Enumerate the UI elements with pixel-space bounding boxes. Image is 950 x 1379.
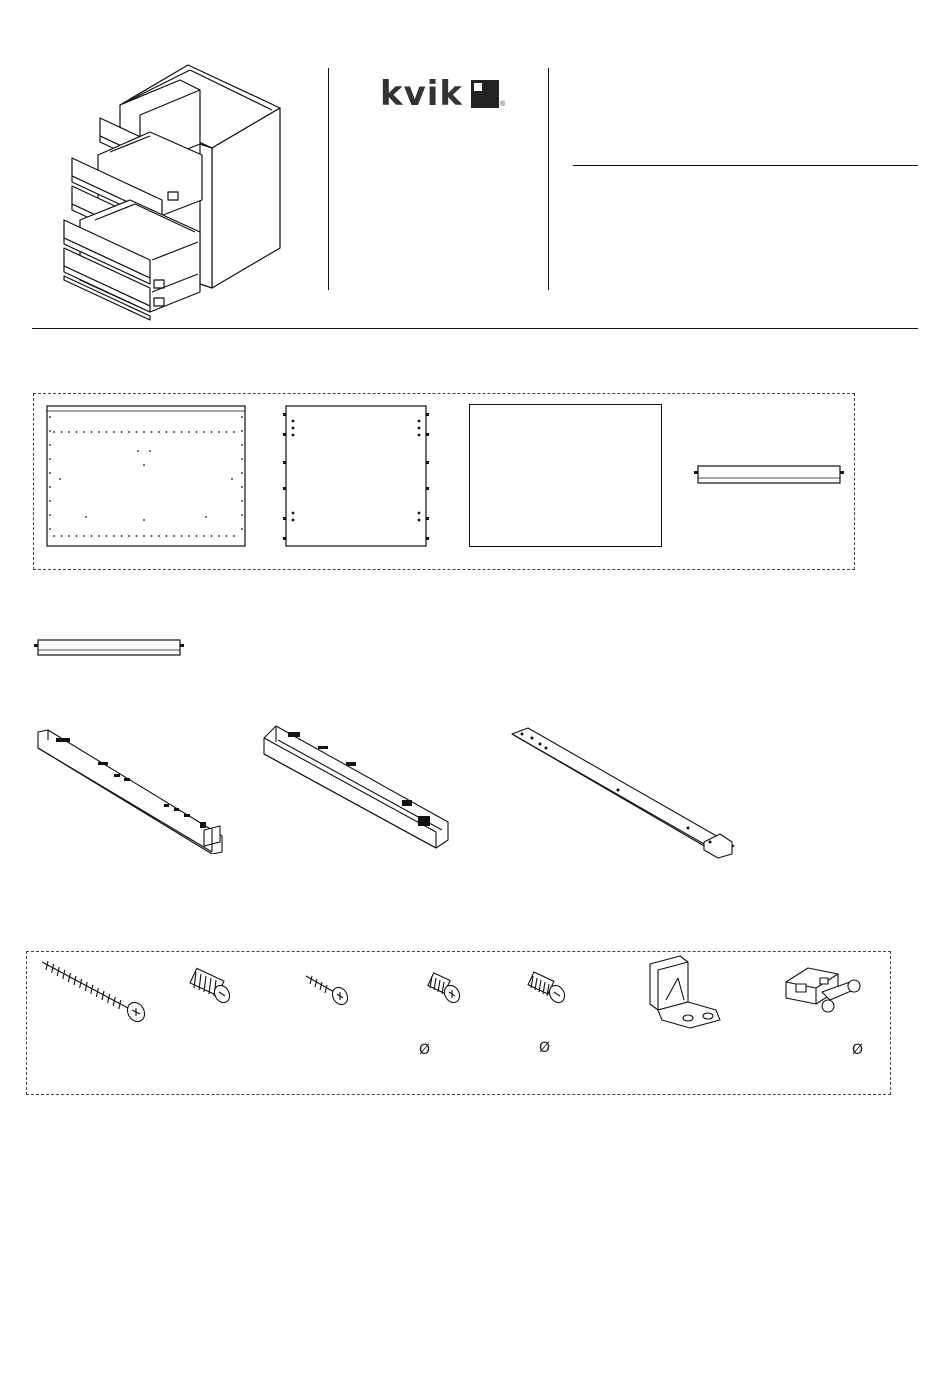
header-title-rule bbox=[573, 165, 918, 166]
header-divider-2 bbox=[548, 68, 549, 290]
header-bottom-rule bbox=[32, 328, 918, 329]
bottom-panel bbox=[469, 404, 662, 547]
drawer-runner-left bbox=[34, 728, 226, 854]
cam-lock-icon bbox=[782, 962, 864, 1018]
diameter-symbol-2: Ø bbox=[539, 1040, 551, 1056]
diameter-symbol-3: Ø bbox=[852, 1042, 864, 1058]
wood-screw-icon bbox=[302, 972, 352, 1010]
brand-name: kvik bbox=[380, 74, 464, 114]
brand-logo bbox=[380, 74, 505, 114]
registered-mark: ® bbox=[500, 101, 506, 108]
back-panel bbox=[46, 405, 246, 547]
back-rail bbox=[34, 638, 184, 658]
diameter-symbol-1: Ø bbox=[419, 1042, 431, 1058]
brand-square-icon bbox=[471, 80, 499, 108]
top-rail bbox=[692, 464, 846, 486]
euro-screw-icon bbox=[424, 972, 464, 1008]
header-divider-1 bbox=[328, 68, 329, 290]
side-panel bbox=[283, 405, 429, 547]
cam-dowel-icon bbox=[186, 966, 234, 1008]
drawer-runner-right bbox=[262, 724, 452, 850]
long-screw-icon bbox=[38, 958, 150, 1024]
cabinet-illustration bbox=[50, 60, 290, 322]
header bbox=[0, 0, 950, 330]
euro-screw-long-icon bbox=[526, 970, 568, 1008]
mounting-rail bbox=[508, 724, 736, 860]
leg-bracket-icon bbox=[644, 954, 724, 1030]
